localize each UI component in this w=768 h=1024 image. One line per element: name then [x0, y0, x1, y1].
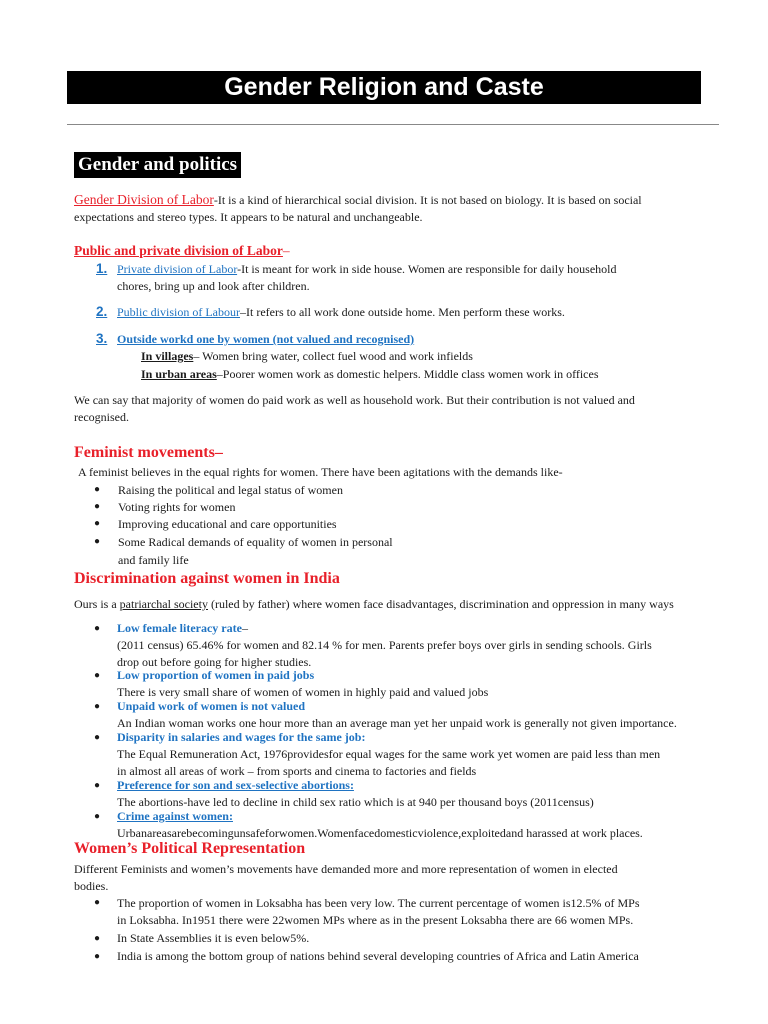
list-number: 3. — [96, 331, 108, 346]
bullet-icon: ● — [94, 732, 101, 743]
gender-division-text: -It is a kind of hierarchical social division. It is not based on biology. It is based on social — [213, 193, 642, 207]
list-item: Some Radical demands of equality of women in personal — [118, 535, 393, 549]
discrimination-intro — [74, 596, 734, 613]
bullet-icon: ● — [94, 811, 101, 822]
list-item-head: Disparity in salaries and wages for the same job: — [117, 730, 366, 744]
list-item-text: -It is meant for work in side house. Women are responsible for daily household — [237, 262, 617, 276]
bullet-icon: ● — [94, 897, 101, 908]
urban-line — [141, 366, 721, 383]
villages-line — [141, 348, 721, 365]
list-item-text: drop out before going for higher studies. — [117, 655, 312, 669]
list-number: 1. — [96, 261, 108, 276]
political-heading: Women’s Political Representation — [74, 840, 306, 857]
political-intro-text: Different Feminists and women’s movements have demanded more and more representation of women in elected — [74, 862, 618, 876]
intro-post: (ruled by father) where women face disadvantages, discrimination and oppression in many ways — [207, 597, 674, 611]
list-item-head-suffix: – — [241, 621, 248, 635]
list-item-text: (2011 census) 65.46% for women and 82.14 % for men. Parents prefer boys over girls in sending schools. Girls — [117, 638, 652, 652]
list-item — [117, 729, 732, 780]
section-heading-gender-politics: Gender and politics — [74, 152, 241, 178]
bullet-icon: ● — [94, 518, 101, 529]
villages-text: – Women bring water, collect fuel wood and work infields — [193, 349, 473, 363]
bullet-icon: ● — [94, 623, 101, 634]
list-item — [117, 698, 732, 732]
list-item-text: The abortions-have led to decline in child sex ratio which is at 940 per thousand boys (2011census) — [117, 795, 594, 809]
list-item-text: An Indian woman works one hour more than an average man yet her unpaid work is generally not given importance. — [117, 716, 677, 730]
list-item — [117, 261, 717, 295]
bullet-icon: ● — [94, 670, 101, 681]
list-item-cont: and family life — [118, 553, 189, 567]
list-item-text: Urbanareasarebecomingunsafeforwomen.Womenfacedomesticviolence,exploitedand harassed at work places. — [117, 826, 643, 840]
list-item-head: Unpaid work of women is not valued — [117, 699, 306, 713]
political-intro — [74, 861, 722, 895]
list-item-text: in Loksabha. In1951 there were 22women MPs where as in the present Loksabha there are 66 women MPs. — [117, 913, 634, 927]
list-item-text: There is very small share of women of women in highly paid and valued jobs — [117, 685, 489, 699]
list-item — [117, 304, 717, 321]
list-item-text-cont: chores, bring up and look after children. — [117, 279, 310, 293]
summary-paragraph — [74, 392, 724, 426]
list-item — [117, 667, 732, 701]
list-item-term: Private division of Labor — [117, 262, 238, 276]
list-item: Voting rights for women — [118, 500, 236, 514]
list-item-term: Outside workd one by women (not valued and recognised) — [117, 332, 415, 346]
list-item — [117, 777, 732, 811]
list-item-text: in almost all areas of work – from sports and cinema to factories and fields — [117, 764, 477, 778]
bullet-icon: ● — [94, 933, 101, 944]
list-item: Improving educational and care opportunities — [118, 517, 337, 531]
ppd-heading-text: Public and private division of Labor — [74, 243, 283, 258]
list-item — [117, 620, 732, 671]
list-item-head: Crime against women: — [117, 809, 233, 823]
list-item — [117, 808, 732, 842]
summary-text: We can say that majority of women do paid work as well as household work. But their contribution is not valued and — [74, 393, 635, 407]
villages-term: In villages — [141, 349, 194, 363]
gender-division-term: Gender Division of Labor — [74, 192, 214, 207]
bullet-icon: ● — [94, 780, 101, 791]
bullet-icon: ● — [94, 701, 101, 712]
list-item: Raising the political and legal status of women — [118, 483, 343, 497]
ppd-heading-dash: – — [282, 243, 290, 258]
list-item — [117, 895, 732, 929]
ppd-heading — [74, 243, 290, 259]
intro-pre: Ours is a — [74, 597, 120, 611]
list-item: India is among the bottom group of nations behind several developing countries of Africa and Latin America — [117, 949, 639, 963]
bullet-icon: ● — [94, 951, 101, 962]
summary-text-cont: recognised. — [74, 410, 129, 424]
list-item-head: Preference for son and sex-selective abortions: — [117, 778, 354, 792]
list-item-term: Public division of Labour — [117, 305, 240, 319]
bullet-icon: ● — [94, 501, 101, 512]
feminist-intro: A feminist believes in the equal rights for women. There have been agitations with the demands like- — [78, 465, 563, 479]
urban-text: –Poorer women work as domestic helpers. Middle class women work in offices — [216, 367, 599, 381]
list-item-head: Low proportion of women in paid jobs — [117, 668, 315, 682]
feminist-heading: Feminist movements– — [74, 444, 223, 461]
urban-term: In urban areas — [141, 367, 217, 381]
gender-division-text-cont: expectations and stereo types. It appears to be natural and unchangeable. — [74, 210, 423, 224]
list-item-text: The proportion of women in Loksabha has been very low. The current percentage of women is12.5% of MPs — [117, 896, 640, 910]
list-item-head: Low female literacy rate — [117, 621, 242, 635]
list-item-text: The Equal Remuneration Act, 1976providesfor equal wages for the same work yet women are paid less than men — [117, 747, 661, 761]
list-number: 2. — [96, 304, 108, 319]
bullet-icon: ● — [94, 484, 101, 495]
discrimination-heading: Discrimination against women in India — [74, 570, 340, 587]
divider — [67, 124, 719, 125]
bullet-icon: ● — [94, 536, 101, 547]
political-intro-text-cont: bodies. — [74, 879, 109, 893]
gender-division-paragraph — [74, 191, 724, 226]
list-item: In State Assemblies it is even below5%. — [117, 931, 310, 945]
page-title: Gender Religion and Caste — [67, 71, 701, 104]
intro-term: patriarchal society — [119, 597, 208, 611]
list-item-text: –It refers to all work done outside home. Men perform these works. — [240, 305, 565, 319]
list-item — [117, 331, 717, 348]
